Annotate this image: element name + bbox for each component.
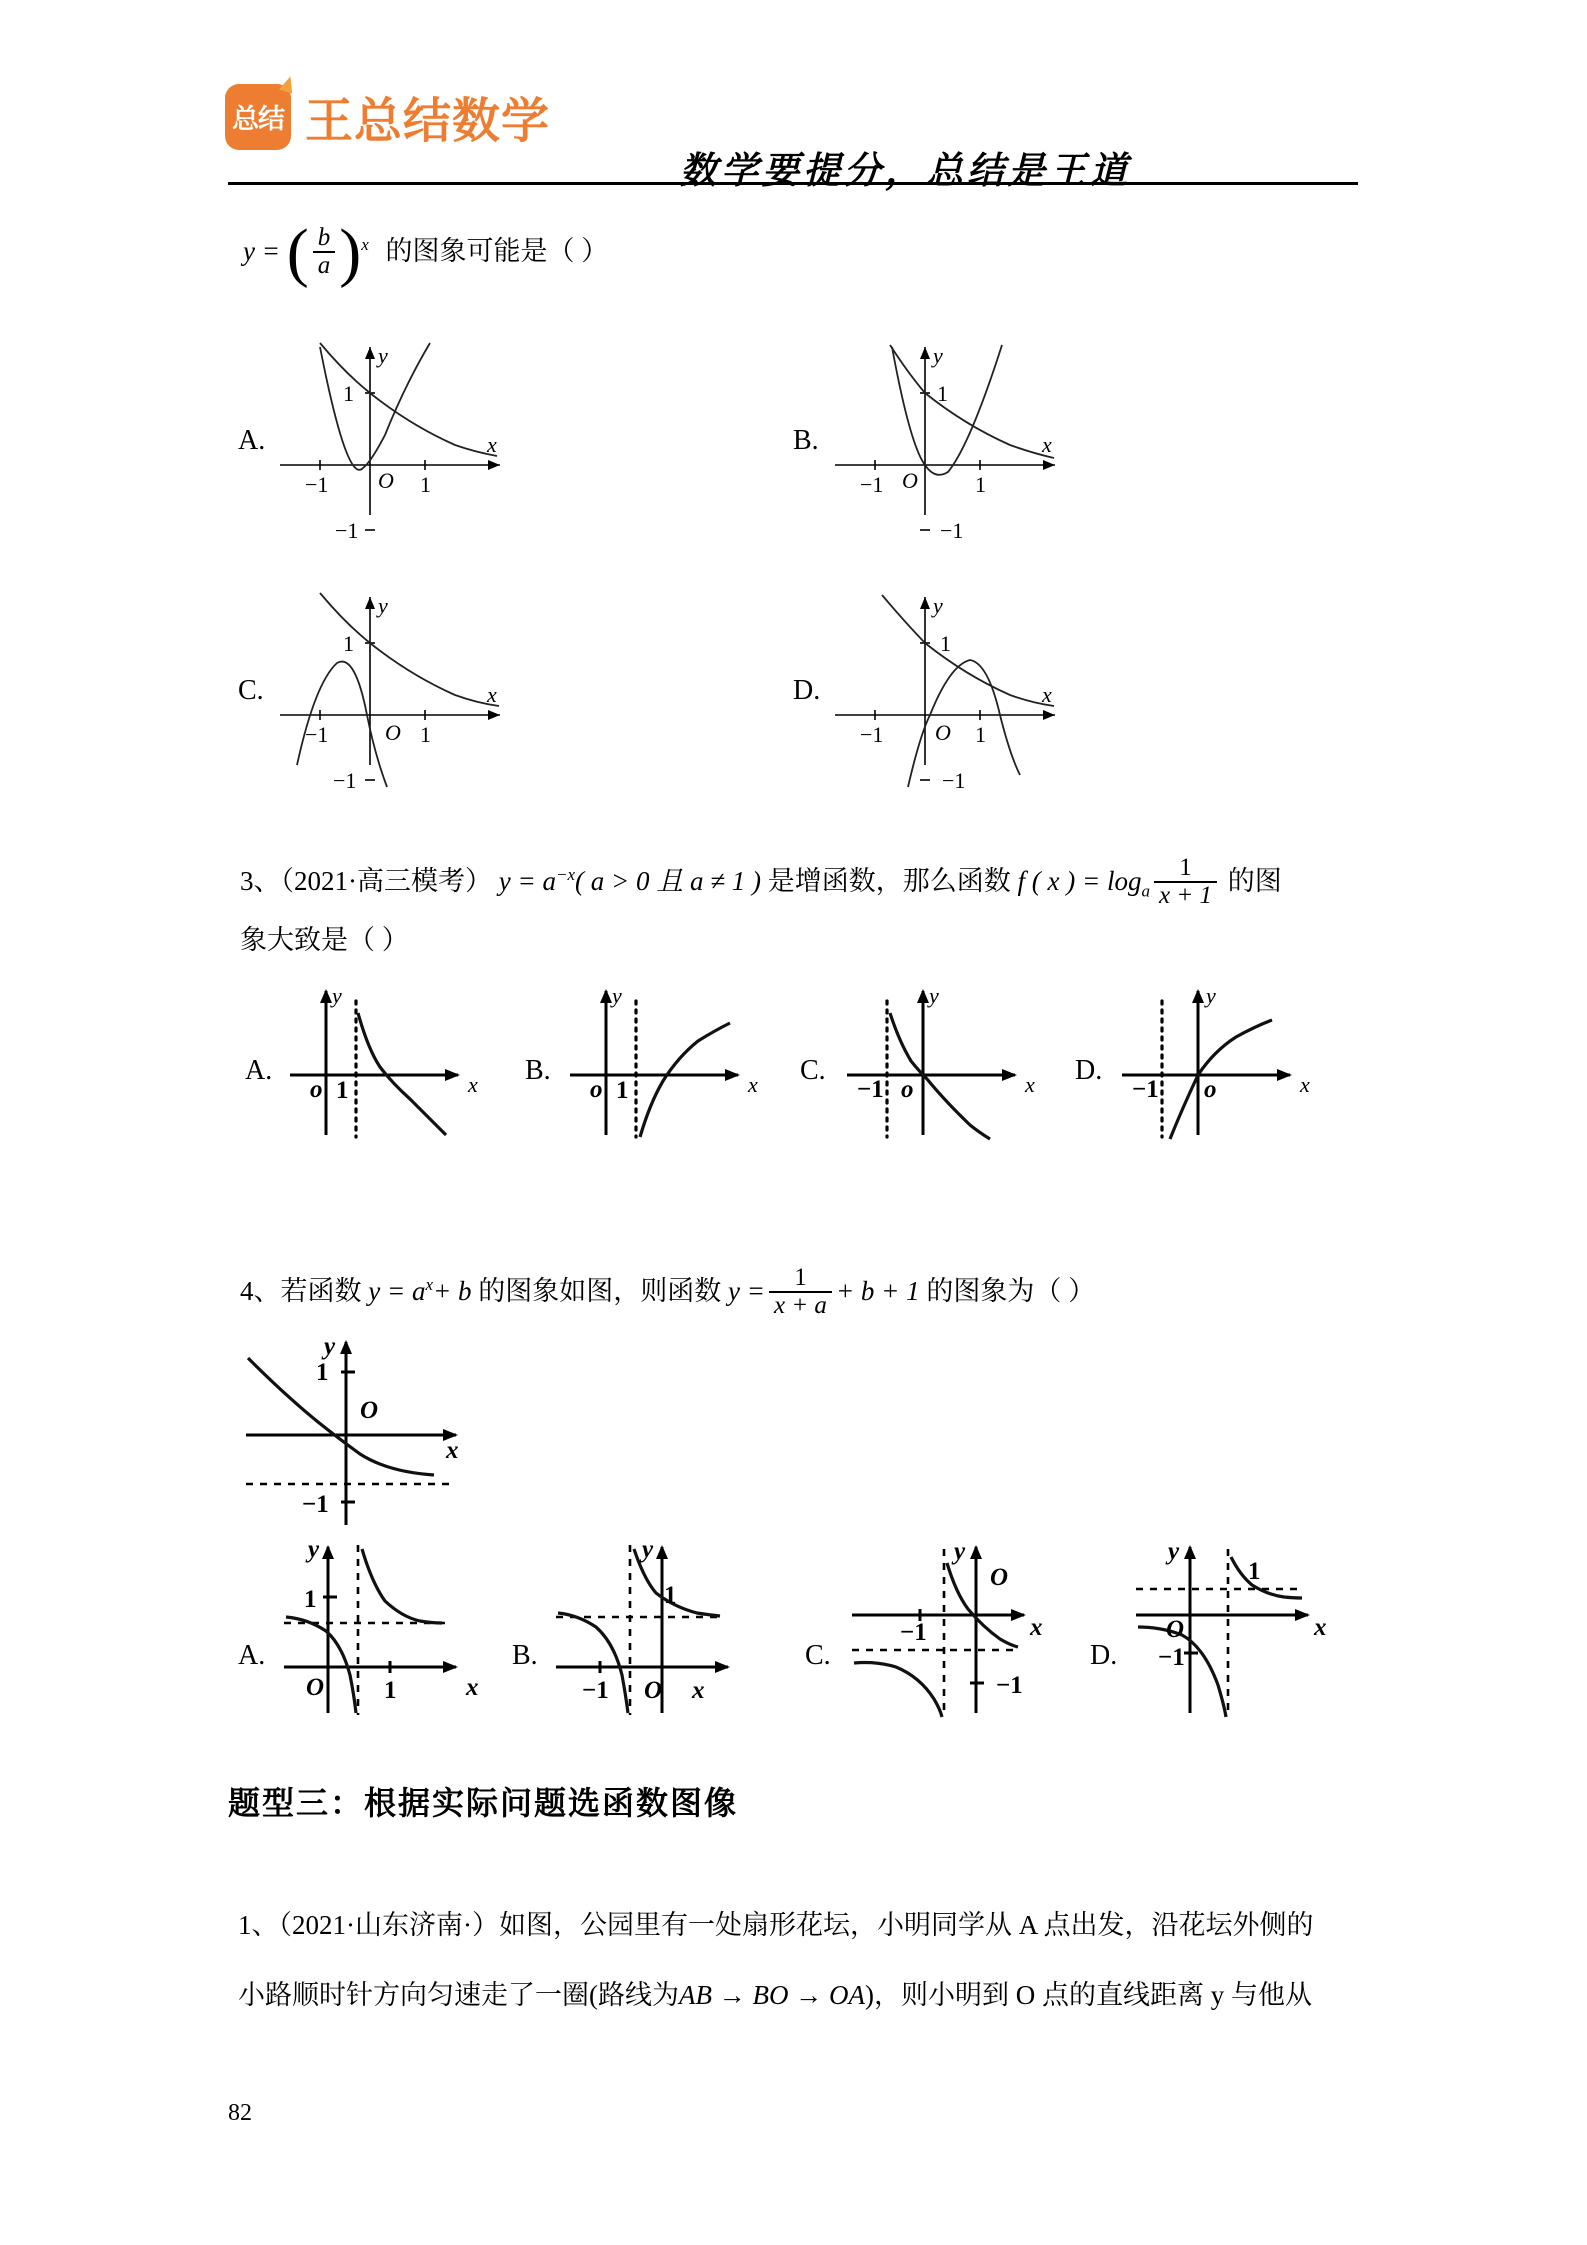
q3-text-4: 的图 [1227,866,1282,896]
q2-suffix: 的图象可能是（ ） [385,236,609,266]
q3-option-b-figure [568,975,778,1140]
spark-icon [279,74,297,94]
q4-fn1: y = a [368,1276,426,1306]
axis-x-label: x [1042,432,1052,457]
axis-origin-label: O [902,468,918,493]
q3-option-a-figure [288,975,498,1140]
q4-option-b-label: B. [512,1640,538,1671]
tick-one-y: 1 [940,631,951,656]
axis-origin-label: o [590,1076,603,1103]
axis-y-label: y [642,1536,654,1563]
axis-origin-label: O [378,468,394,493]
q4-fn1-exp: x [425,1275,434,1294]
axis-x-label: x [1314,1614,1327,1641]
axis-x-label: x [468,1072,478,1097]
q2-exponent: x [361,235,369,254]
axis-x-label: x [692,1677,705,1704]
q3-number: 3、 [240,866,281,896]
q3-option-d-label: D. [1075,1055,1103,1086]
axis-y-label: y [612,983,622,1008]
q4-reference-figure [238,1330,508,1540]
q3-source: （2021·高三模考） [280,866,492,896]
tick-neg-one-x: −1 [305,472,329,497]
tick-neg-one: −1 [1158,1644,1185,1671]
logo-badge-icon [225,84,291,150]
q4-frac-den: x + a [769,1291,832,1319]
q4-text-2: 的图象如图，则函数 [478,1276,722,1306]
header-tagline: 数学要提分，总结是王道 [680,151,1131,192]
axis-x-label: x [1300,1072,1310,1097]
q5-line2 [238,1965,1312,2025]
q4-text-3: 的图象为（ ） [926,1276,1096,1306]
q4-fn1-rest: + b [433,1276,472,1306]
axis-origin-label: O [644,1677,663,1704]
tick-one: 1 [616,1077,629,1104]
q5-line2-a: 小路顺时针方向匀速走了一圈(路线为 [238,1980,679,2010]
q3-condition: ( a > 0 且 a ≠ 1 ) [575,866,762,896]
q2-option-c-figure [275,575,525,793]
axis-x-label: x [446,1437,459,1464]
right-paren: ) [339,215,362,289]
q2-stem [243,215,609,289]
q4-text-1: 若函数 [280,1276,362,1306]
tick-neg-one-x: −1 [305,722,329,747]
q3-option-d-figure [1120,975,1330,1140]
tick-neg-one-y: −1 [996,1672,1023,1699]
tick-one-x: 1 [384,1677,397,1704]
q4-number: 4、 [240,1276,281,1306]
q3-fx: f ( x ) = log [1017,866,1142,896]
q2-option-a-label: A. [238,425,266,456]
tick-one-y: 1 [937,381,948,406]
axis-origin-label: O [360,1397,379,1424]
q2-option-b-figure [830,325,1080,543]
tick-neg-one-x: −1 [582,1677,609,1704]
axis-origin-label: o [310,1076,323,1103]
tick-one-y: 1 [343,381,354,406]
page-header [0,0,1587,200]
q3-option-b-label: B. [525,1055,551,1086]
fraction-numerator: b [317,223,331,251]
q4-fn2-rest: + b + 1 [835,1276,920,1306]
q5-line2-b: )，则小明到 O 点的直线距离 y 与他从 [864,1980,1312,2010]
tick-neg-one-x: −1 [860,472,884,497]
q3-fn: y = a [498,866,556,896]
tick-one-y: 1 [343,631,354,656]
q3-fn-exp: −x [555,865,575,884]
q4-option-c-figure [848,1535,1083,1720]
axis-origin-label: O [385,720,401,745]
tick-one-y: 1 [316,1359,329,1386]
q4-option-a-label: A. [238,1640,266,1671]
axis-y-label: y [1168,1538,1180,1565]
logo-badge-text: 总结 [232,104,284,134]
page-number: 82 [228,2100,252,2126]
axis-x-label: x [466,1674,479,1701]
q2-prefix: y = [243,236,280,266]
axis-y-label: y [929,983,939,1008]
axis-x-label: x [487,432,497,457]
tick-one-x: 1 [420,722,431,747]
axis-origin-label: O [990,1564,1009,1591]
q3-log-base: a [1141,881,1150,901]
q2-option-b-label: B. [793,425,819,456]
q3-stem-line2: 象大致是（ ） [240,925,409,955]
tick-one-x: 1 [975,722,986,747]
tick-one-x: 1 [420,472,431,497]
q4-option-c-label: C. [805,1640,831,1671]
q3-frac-den: x + 1 [1154,881,1217,909]
axis-y-label: y [954,1538,966,1565]
q5-route: AB → BO → OA [679,1980,865,2010]
q4-fraction [769,1265,832,1320]
tick-neg-one-y: −1 [335,518,359,543]
q4-fn2: y = [728,1276,765,1306]
q3-option-c-figure [845,975,1055,1140]
logo-wordmark: 王总结数学 [305,95,551,148]
axis-y-label: y [378,593,388,618]
q4-option-b-figure [552,1535,787,1720]
q4-option-d-figure [1132,1535,1367,1720]
tick-neg-one-y: −1 [940,518,964,543]
tick-neg-one-x: −1 [900,1619,927,1646]
axis-x-label: x [1030,1614,1043,1641]
tick-one-y: 1 [1248,1558,1261,1585]
fraction-denominator: a [313,251,336,279]
q2-option-d-label: D. [793,675,821,706]
tick-neg-one: −1 [1132,1076,1159,1103]
q4-option-d-label: D. [1090,1640,1118,1671]
axis-x-label: x [487,682,497,707]
left-paren: ( [286,215,309,289]
axis-y-label: y [1206,983,1216,1008]
axis-origin-label: o [1204,1076,1217,1103]
axis-origin-label: O [935,720,951,745]
axis-x-label: x [748,1072,758,1097]
q3-option-a-label: A. [245,1055,273,1086]
q5-line1: 1、（2021·山东济南·）如图，公园里有一处扇形花坛，小明同学从 A 点出发，沿花坛外侧的 [238,1910,1314,1940]
tick-one-x: 1 [975,472,986,497]
tick-neg-one: −1 [857,1076,884,1103]
tick-neg-one-x: −1 [860,722,884,747]
q2-option-a-figure [275,325,525,543]
axis-y-label: y [332,983,342,1008]
q2-fraction [313,225,336,280]
tick-neg-one-y: −1 [942,768,966,793]
section-heading: 题型三：根据实际问题选函数图像 [228,1785,739,1821]
axis-y-label: y [933,593,943,618]
q4-option-a-figure [280,1535,515,1720]
q3-fraction [1154,855,1217,910]
axis-origin-label: o [901,1076,914,1103]
tick-one-y: 1 [664,1582,677,1609]
axis-x-label: x [1025,1072,1035,1097]
header-divider [228,182,1358,185]
tick-neg-one-y: −1 [302,1491,329,1518]
axis-origin-label: O [1166,1616,1185,1643]
q4-frac-num: 1 [794,1263,807,1291]
q2-option-d-figure [830,575,1080,793]
axis-x-label: x [1042,682,1052,707]
tick-neg-one-y: −1 [333,768,357,793]
brand-logo [225,82,550,151]
axis-y-label: y [324,1333,336,1360]
q3-text-3: 是增函数，那么函数 [767,866,1011,896]
tick-one: 1 [336,1077,349,1104]
q3-option-c-label: C. [800,1055,826,1086]
axis-y-label: y [378,343,388,368]
axis-origin-label: O [306,1674,325,1701]
q3-frac-num: 1 [1179,853,1192,881]
tick-one-y: 1 [304,1586,317,1613]
q4-stem [240,1255,1095,1321]
axis-y-label: y [308,1536,320,1563]
axis-y-label: y [933,343,943,368]
q2-option-c-label: C. [238,675,264,706]
